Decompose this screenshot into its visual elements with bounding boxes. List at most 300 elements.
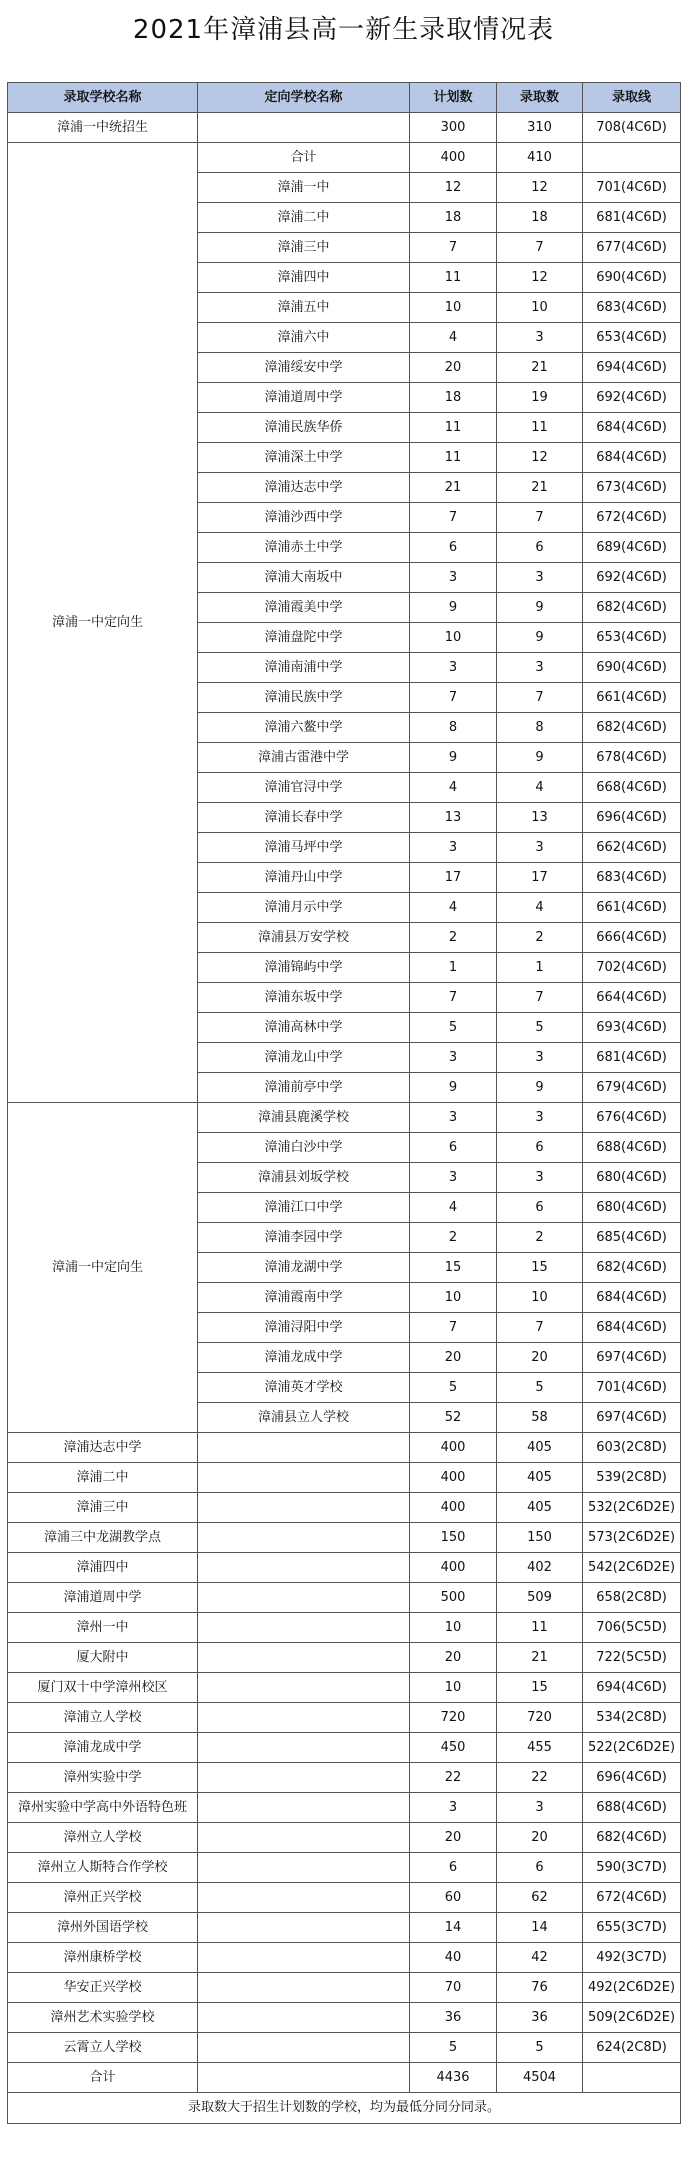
target-school-cell: 漳浦霞南中学 xyxy=(198,1283,410,1313)
admit-school-cell: 漳州立人斯特合作学校 xyxy=(8,1853,198,1883)
plan-count-cell: 7 xyxy=(410,983,497,1013)
cutoff-score-cell: 509(2C6D2E) xyxy=(583,2003,681,2033)
table-row xyxy=(8,1913,681,1943)
target-school-cell: 漳浦县立人学校 xyxy=(198,1403,410,1433)
admit-count-cell: 21 xyxy=(497,353,583,383)
admit-count-cell: 6 xyxy=(497,1193,583,1223)
plan-count-cell: 3 xyxy=(410,1793,497,1823)
admit-count-cell: 7 xyxy=(497,683,583,713)
admit-count-cell: 20 xyxy=(497,1823,583,1853)
admit-count-cell: 76 xyxy=(497,1973,583,2003)
table-row xyxy=(8,1463,681,1493)
plan-count-cell: 5 xyxy=(410,2033,497,2063)
admit-school-cell: 漳州正兴学校 xyxy=(8,1883,198,1913)
plan-count-cell: 10 xyxy=(410,1673,497,1703)
admission-table-container xyxy=(7,82,680,2124)
target-school-cell: 漳浦绥安中学 xyxy=(198,353,410,383)
admit-school-cell: 漳浦一中统招生 xyxy=(8,113,198,143)
target-school-cell: 漳浦马坪中学 xyxy=(198,833,410,863)
cutoff-score-cell: 697(4C6D) xyxy=(583,1403,681,1433)
cutoff-score-cell: 534(2C8D) xyxy=(583,1703,681,1733)
cutoff-score-cell: 679(4C6D) xyxy=(583,1073,681,1103)
table-row xyxy=(8,1853,681,1883)
cutoff-score-cell: 492(2C6D2E) xyxy=(583,1973,681,2003)
admit-count-cell: 11 xyxy=(497,413,583,443)
plan-count-cell: 400 xyxy=(410,1433,497,1463)
header-plan-count: 计划数 xyxy=(410,83,497,113)
cutoff-score-cell: 690(4C6D) xyxy=(583,263,681,293)
cutoff-score-cell: 701(4C6D) xyxy=(583,1373,681,1403)
plan-count-cell: 13 xyxy=(410,803,497,833)
admit-count-cell: 402 xyxy=(497,1553,583,1583)
target-school-cell xyxy=(198,1703,410,1733)
plan-count-cell: 4 xyxy=(410,773,497,803)
admit-count-cell: 2 xyxy=(497,923,583,953)
admit-count-cell: 9 xyxy=(497,1073,583,1103)
plan-count-cell: 40 xyxy=(410,1943,497,1973)
table-row xyxy=(8,1793,681,1823)
admit-count-cell: 8 xyxy=(497,713,583,743)
admit-count-cell: 19 xyxy=(497,383,583,413)
cutoff-score-cell: 666(4C6D) xyxy=(583,923,681,953)
plan-count-cell: 21 xyxy=(410,473,497,503)
admit-count-cell: 13 xyxy=(497,803,583,833)
cutoff-score-cell: 603(2C8D) xyxy=(583,1433,681,1463)
cutoff-score-cell: 673(4C6D) xyxy=(583,473,681,503)
admit-school-cell: 漳州立人学校 xyxy=(8,1823,198,1853)
plan-count-cell: 500 xyxy=(410,1583,497,1613)
cutoff-score-cell: 684(4C6D) xyxy=(583,1283,681,1313)
cutoff-score-cell: 573(2C6D2E) xyxy=(583,1523,681,1553)
table-row xyxy=(8,1973,681,2003)
cutoff-score-cell: 678(4C6D) xyxy=(583,743,681,773)
cutoff-score-cell: 662(4C6D) xyxy=(583,833,681,863)
admit-count-cell: 720 xyxy=(497,1703,583,1733)
cutoff-score-cell: 683(4C6D) xyxy=(583,293,681,323)
plan-count-cell: 52 xyxy=(410,1403,497,1433)
table-body xyxy=(8,113,681,2124)
plan-count-cell: 400 xyxy=(410,143,497,173)
target-school-cell: 漳浦古雷港中学 xyxy=(198,743,410,773)
plan-count-cell: 4 xyxy=(410,323,497,353)
target-school-cell: 漳浦六鳌中学 xyxy=(198,713,410,743)
plan-count-cell: 9 xyxy=(410,743,497,773)
cutoff-score-cell: 682(4C6D) xyxy=(583,713,681,743)
total-label-cell: 合计 xyxy=(8,2063,198,2093)
target-school-cell xyxy=(198,1523,410,1553)
target-school-cell: 漳浦丹山中学 xyxy=(198,863,410,893)
cutoff-score-cell: 696(4C6D) xyxy=(583,803,681,833)
cutoff-score-cell: 689(4C6D) xyxy=(583,533,681,563)
plan-count-cell: 7 xyxy=(410,1313,497,1343)
plan-count-cell: 3 xyxy=(410,653,497,683)
plan-count-cell: 20 xyxy=(410,1643,497,1673)
cutoff-score-cell: 702(4C6D) xyxy=(583,953,681,983)
target-school-cell xyxy=(198,1823,410,1853)
admit-count-cell: 20 xyxy=(497,1343,583,1373)
admit-school-cell: 漳州一中 xyxy=(8,1613,198,1643)
admit-count-cell: 3 xyxy=(497,1103,583,1133)
target-school-cell xyxy=(198,1613,410,1643)
plan-count-cell: 20 xyxy=(410,1343,497,1373)
admit-school-cell: 漳州外国语学校 xyxy=(8,1913,198,1943)
cutoff-score-cell: 624(2C8D) xyxy=(583,2033,681,2063)
plan-count-cell: 5 xyxy=(410,1013,497,1043)
plan-count-cell: 400 xyxy=(410,1493,497,1523)
plan-count-cell: 22 xyxy=(410,1763,497,1793)
header-cutoff-score: 录取线 xyxy=(583,83,681,113)
admit-count-cell: 6 xyxy=(497,533,583,563)
admit-count-cell: 3 xyxy=(497,323,583,353)
cutoff-score-cell xyxy=(583,143,681,173)
target-school-cell xyxy=(198,1763,410,1793)
admit-count-cell: 15 xyxy=(497,1253,583,1283)
table-row xyxy=(8,1643,681,1673)
plan-count-cell: 4 xyxy=(410,893,497,923)
plan-count-cell: 720 xyxy=(410,1703,497,1733)
target-school-cell: 漳浦盘陀中学 xyxy=(198,623,410,653)
target-school-cell xyxy=(198,1673,410,1703)
target-school-cell: 漳浦县万安学校 xyxy=(198,923,410,953)
cutoff-score-cell: 692(4C6D) xyxy=(583,383,681,413)
target-school-cell: 漳浦县鹿溪学校 xyxy=(198,1103,410,1133)
table-row xyxy=(8,2003,681,2033)
admit-count-cell: 310 xyxy=(497,113,583,143)
admit-count-cell: 62 xyxy=(497,1883,583,1913)
admit-count-cell: 405 xyxy=(497,1493,583,1523)
cutoff-score-cell: 701(4C6D) xyxy=(583,173,681,203)
plan-count-cell: 20 xyxy=(410,1823,497,1853)
table-row xyxy=(8,1493,681,1523)
target-school-cell: 漳浦高林中学 xyxy=(198,1013,410,1043)
admit-school-cell: 漳州艺术实验学校 xyxy=(8,2003,198,2033)
cutoff-score-cell: 680(4C6D) xyxy=(583,1193,681,1223)
target-school-cell: 漳浦长春中学 xyxy=(198,803,410,833)
target-school-cell: 漳浦龙成中学 xyxy=(198,1343,410,1373)
table-row xyxy=(8,1433,681,1463)
plan-count-cell: 15 xyxy=(410,1253,497,1283)
cutoff-score-cell: 661(4C6D) xyxy=(583,893,681,923)
table-row xyxy=(8,1613,681,1643)
admit-count-cell: 21 xyxy=(497,1643,583,1673)
admit-count-cell: 6 xyxy=(497,1133,583,1163)
target-school-cell: 漳浦东坂中学 xyxy=(198,983,410,1013)
footnote-cell: 录取数大于招生计划数的学校，均为最低分同分同录。 xyxy=(8,2093,681,2124)
plan-count-cell: 7 xyxy=(410,233,497,263)
plan-count-cell: 11 xyxy=(410,413,497,443)
target-school-cell xyxy=(198,1553,410,1583)
admit-school-cell: 漳浦三中 xyxy=(8,1493,198,1523)
plan-count-cell: 7 xyxy=(410,683,497,713)
cutoff-score-cell: 681(4C6D) xyxy=(583,1043,681,1073)
target-school-cell xyxy=(198,1463,410,1493)
admit-count-cell: 4 xyxy=(497,773,583,803)
target-school-cell: 漳浦前亭中学 xyxy=(198,1073,410,1103)
admission-table xyxy=(7,82,681,2124)
plan-count-cell: 4436 xyxy=(410,2063,497,2093)
cutoff-score-cell: 688(4C6D) xyxy=(583,1793,681,1823)
table-row xyxy=(8,1823,681,1853)
admit-count-cell: 10 xyxy=(497,1283,583,1313)
target-school-cell: 漳浦李园中学 xyxy=(198,1223,410,1253)
plan-count-cell: 18 xyxy=(410,383,497,413)
admit-count-cell: 509 xyxy=(497,1583,583,1613)
group-label-cell: 漳浦一中定向生 xyxy=(8,1103,198,1433)
target-school-cell xyxy=(198,1943,410,1973)
target-school-cell: 漳浦大南坂中 xyxy=(198,563,410,593)
plan-count-cell: 300 xyxy=(410,113,497,143)
cutoff-score-cell: 677(4C6D) xyxy=(583,233,681,263)
plan-count-cell: 11 xyxy=(410,263,497,293)
admit-count-cell: 58 xyxy=(497,1403,583,1433)
cutoff-score-cell: 684(4C6D) xyxy=(583,1313,681,1343)
admit-count-cell: 3 xyxy=(497,563,583,593)
admit-school-cell: 华安正兴学校 xyxy=(8,1973,198,2003)
target-school-cell xyxy=(198,1493,410,1523)
table-row xyxy=(8,1943,681,1973)
cutoff-score-cell: 590(3C7D) xyxy=(583,1853,681,1883)
admit-count-cell: 405 xyxy=(497,1463,583,1493)
target-school-cell xyxy=(198,2033,410,2063)
admit-count-cell: 12 xyxy=(497,443,583,473)
target-school-cell: 合计 xyxy=(198,143,410,173)
admit-count-cell: 3 xyxy=(497,1163,583,1193)
cutoff-score-cell: 697(4C6D) xyxy=(583,1343,681,1373)
group-label-cell: 漳浦一中定向生 xyxy=(8,143,198,1103)
target-school-cell xyxy=(198,1793,410,1823)
admit-count-cell: 4504 xyxy=(497,2063,583,2093)
target-school-cell xyxy=(198,2003,410,2033)
plan-count-cell: 3 xyxy=(410,1103,497,1133)
table-row xyxy=(8,1703,681,1733)
cutoff-score-cell: 682(4C6D) xyxy=(583,593,681,623)
target-school-cell: 漳浦深土中学 xyxy=(198,443,410,473)
cutoff-score-cell: 661(4C6D) xyxy=(583,683,681,713)
cutoff-score-cell: 539(2C8D) xyxy=(583,1463,681,1493)
table-row xyxy=(8,1523,681,1553)
admit-count-cell: 12 xyxy=(497,173,583,203)
admit-school-cell: 漳浦达志中学 xyxy=(8,1433,198,1463)
plan-count-cell: 10 xyxy=(410,293,497,323)
admit-school-cell: 厦大附中 xyxy=(8,1643,198,1673)
target-school-cell: 漳浦达志中学 xyxy=(198,473,410,503)
target-school-cell xyxy=(198,1643,410,1673)
plan-count-cell: 7 xyxy=(410,503,497,533)
target-school-cell: 漳浦锦屿中学 xyxy=(198,953,410,983)
target-school-cell xyxy=(198,1433,410,1463)
admit-count-cell: 5 xyxy=(497,1013,583,1043)
admit-count-cell: 455 xyxy=(497,1733,583,1763)
cutoff-score-cell: 696(4C6D) xyxy=(583,1763,681,1793)
plan-count-cell: 2 xyxy=(410,923,497,953)
plan-count-cell: 3 xyxy=(410,1163,497,1193)
admit-count-cell: 5 xyxy=(497,2033,583,2063)
table-row xyxy=(8,1733,681,1763)
plan-count-cell: 6 xyxy=(410,533,497,563)
cutoff-score-cell: 690(4C6D) xyxy=(583,653,681,683)
admit-count-cell: 21 xyxy=(497,473,583,503)
admit-school-cell: 漳浦三中龙湖教学点 xyxy=(8,1523,198,1553)
admit-school-cell: 漳浦立人学校 xyxy=(8,1703,198,1733)
cutoff-score-cell: 653(4C6D) xyxy=(583,323,681,353)
admit-count-cell: 7 xyxy=(497,233,583,263)
admit-count-cell: 9 xyxy=(497,743,583,773)
cutoff-score-cell: 693(4C6D) xyxy=(583,1013,681,1043)
cutoff-score-cell: 685(4C6D) xyxy=(583,1223,681,1253)
cutoff-score-cell: 722(5C5D) xyxy=(583,1643,681,1673)
plan-count-cell: 20 xyxy=(410,353,497,383)
admit-count-cell: 6 xyxy=(497,1853,583,1883)
admit-school-cell: 漳州康桥学校 xyxy=(8,1943,198,1973)
admit-count-cell: 7 xyxy=(497,1313,583,1343)
target-school-cell xyxy=(198,1733,410,1763)
table-row xyxy=(8,1673,681,1703)
cutoff-score-cell: 672(4C6D) xyxy=(583,1883,681,1913)
plan-count-cell: 17 xyxy=(410,863,497,893)
plan-count-cell: 9 xyxy=(410,593,497,623)
plan-count-cell: 8 xyxy=(410,713,497,743)
cutoff-score-cell: 676(4C6D) xyxy=(583,1103,681,1133)
header-admit-count: 录取数 xyxy=(497,83,583,113)
plan-count-cell: 18 xyxy=(410,203,497,233)
plan-count-cell: 70 xyxy=(410,1973,497,2003)
cutoff-score-cell: 532(2C6D2E) xyxy=(583,1493,681,1523)
admit-count-cell: 17 xyxy=(497,863,583,893)
cutoff-score-cell: 684(4C6D) xyxy=(583,443,681,473)
header-target-school: 定向学校名称 xyxy=(198,83,410,113)
admit-count-cell: 10 xyxy=(497,293,583,323)
target-school-cell: 漳浦浔阳中学 xyxy=(198,1313,410,1343)
header-admit-school: 录取学校名称 xyxy=(8,83,198,113)
target-school-cell: 漳浦一中 xyxy=(198,173,410,203)
plan-count-cell: 3 xyxy=(410,563,497,593)
admit-count-cell: 11 xyxy=(497,1613,583,1643)
admit-school-cell: 漳浦道周中学 xyxy=(8,1583,198,1613)
admit-count-cell: 3 xyxy=(497,1043,583,1073)
cutoff-score-cell: 683(4C6D) xyxy=(583,863,681,893)
plan-count-cell: 150 xyxy=(410,1523,497,1553)
target-school-cell: 漳浦南浦中学 xyxy=(198,653,410,683)
cutoff-score-cell: 706(5C5D) xyxy=(583,1613,681,1643)
target-school-cell: 漳浦霞美中学 xyxy=(198,593,410,623)
admit-count-cell: 4 xyxy=(497,893,583,923)
target-school-cell: 漳浦六中 xyxy=(198,323,410,353)
grand-total-row xyxy=(8,2063,681,2093)
admit-count-cell: 3 xyxy=(497,653,583,683)
admit-school-cell: 漳浦龙成中学 xyxy=(8,1733,198,1763)
table-row xyxy=(8,1583,681,1613)
target-school-cell: 漳浦白沙中学 xyxy=(198,1133,410,1163)
plan-count-cell: 4 xyxy=(410,1193,497,1223)
cutoff-score-cell: 664(4C6D) xyxy=(583,983,681,1013)
admit-school-cell: 厦门双十中学漳州校区 xyxy=(8,1673,198,1703)
cutoff-score-cell: 668(4C6D) xyxy=(583,773,681,803)
page-title: 2021年漳浦县高一新生录取情况表 xyxy=(132,15,555,45)
target-school-cell: 漳浦民族中学 xyxy=(198,683,410,713)
admit-count-cell: 5 xyxy=(497,1373,583,1403)
plan-count-cell: 1 xyxy=(410,953,497,983)
target-school-cell: 漳浦龙湖中学 xyxy=(198,1253,410,1283)
cutoff-score-cell: 708(4C6D) xyxy=(583,113,681,143)
table-header-row xyxy=(8,83,681,113)
target-school-cell: 漳浦沙西中学 xyxy=(198,503,410,533)
admit-count-cell: 22 xyxy=(497,1763,583,1793)
admit-count-cell: 3 xyxy=(497,1793,583,1823)
plan-count-cell: 36 xyxy=(410,2003,497,2033)
admit-school-cell: 漳浦四中 xyxy=(8,1553,198,1583)
plan-count-cell: 6 xyxy=(410,1853,497,1883)
plan-count-cell: 10 xyxy=(410,623,497,653)
target-school-cell: 漳浦英才学校 xyxy=(198,1373,410,1403)
plan-count-cell: 400 xyxy=(410,1463,497,1493)
admit-count-cell: 3 xyxy=(497,833,583,863)
cutoff-score-cell: 672(4C6D) xyxy=(583,503,681,533)
target-school-cell xyxy=(198,1883,410,1913)
admit-count-cell: 410 xyxy=(497,143,583,173)
admit-count-cell: 405 xyxy=(497,1433,583,1463)
cutoff-score-cell xyxy=(583,2063,681,2093)
admit-school-cell: 云霄立人学校 xyxy=(8,2033,198,2063)
cutoff-score-cell: 492(3C7D) xyxy=(583,1943,681,1973)
cutoff-score-cell: 655(3C7D) xyxy=(583,1913,681,1943)
target-school-cell: 漳浦官浔中学 xyxy=(198,773,410,803)
admit-count-cell: 9 xyxy=(497,623,583,653)
cutoff-score-cell: 542(2C6D2E) xyxy=(583,1553,681,1583)
target-school-cell: 漳浦龙山中学 xyxy=(198,1043,410,1073)
plan-count-cell: 12 xyxy=(410,173,497,203)
admit-school-cell: 漳州实验中学高中外语特色班 xyxy=(8,1793,198,1823)
table-row xyxy=(8,1553,681,1583)
cutoff-score-cell: 684(4C6D) xyxy=(583,413,681,443)
target-school-cell xyxy=(198,1583,410,1613)
table-row xyxy=(8,1883,681,1913)
admit-count-cell: 9 xyxy=(497,593,583,623)
admit-count-cell: 18 xyxy=(497,203,583,233)
cutoff-score-cell: 681(4C6D) xyxy=(583,203,681,233)
table-row xyxy=(8,1763,681,1793)
target-school-cell xyxy=(198,1973,410,2003)
plan-count-cell: 3 xyxy=(410,833,497,863)
admit-count-cell: 2 xyxy=(497,1223,583,1253)
target-school-cell: 漳浦二中 xyxy=(198,203,410,233)
target-school-cell: 漳浦月示中学 xyxy=(198,893,410,923)
admit-count-cell: 7 xyxy=(497,503,583,533)
plan-count-cell: 450 xyxy=(410,1733,497,1763)
plan-count-cell: 9 xyxy=(410,1073,497,1103)
admit-count-cell: 36 xyxy=(497,2003,583,2033)
admit-school-cell: 漳州实验中学 xyxy=(8,1763,198,1793)
cutoff-score-cell: 694(4C6D) xyxy=(583,1673,681,1703)
admit-count-cell: 42 xyxy=(497,1943,583,1973)
target-school-cell: 漳浦县刘坂学校 xyxy=(198,1163,410,1193)
target-school-cell: 漳浦赤土中学 xyxy=(198,533,410,563)
admit-count-cell: 15 xyxy=(497,1673,583,1703)
plan-count-cell: 60 xyxy=(410,1883,497,1913)
target-school-cell: 漳浦道周中学 xyxy=(198,383,410,413)
footnote-row xyxy=(8,2093,681,2124)
target-school-cell: 漳浦四中 xyxy=(198,263,410,293)
cutoff-score-cell: 680(4C6D) xyxy=(583,1163,681,1193)
admit-count-cell: 14 xyxy=(497,1913,583,1943)
target-school-cell: 漳浦五中 xyxy=(198,293,410,323)
admit-school-cell: 漳浦二中 xyxy=(8,1463,198,1493)
cutoff-score-cell: 682(4C6D) xyxy=(583,1823,681,1853)
cutoff-score-cell: 688(4C6D) xyxy=(583,1133,681,1163)
admit-count-cell: 12 xyxy=(497,263,583,293)
cutoff-score-cell: 694(4C6D) xyxy=(583,353,681,383)
plan-count-cell: 14 xyxy=(410,1913,497,1943)
target-school-cell: 漳浦三中 xyxy=(198,233,410,263)
